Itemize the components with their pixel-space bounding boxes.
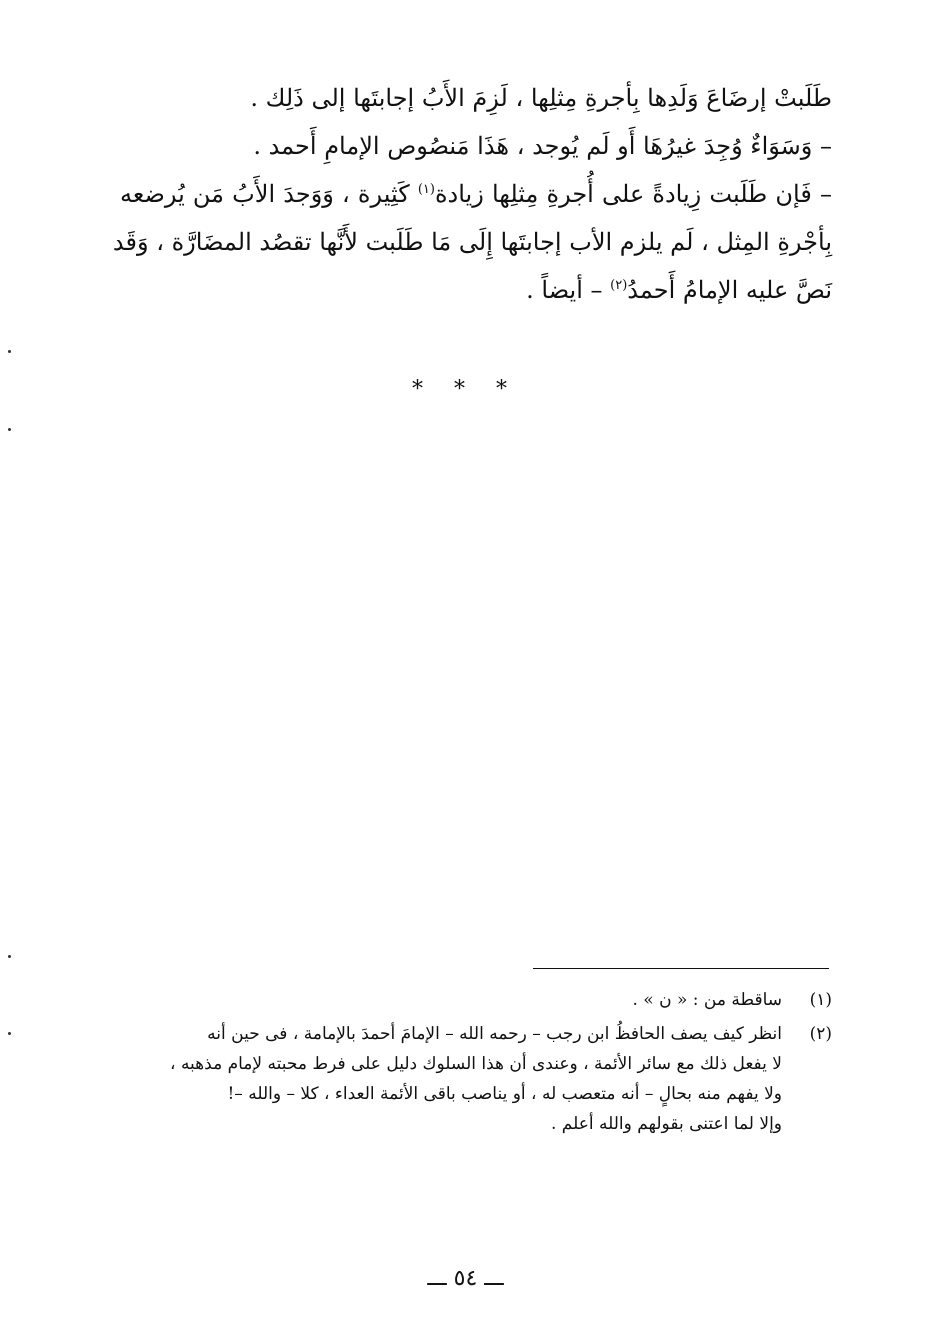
footnote-number: (٢): [809, 1024, 832, 1044]
footnote-body: [120, 985, 782, 1015]
footnote-reference-2: (٢): [610, 278, 628, 293]
footnote-number: (١): [809, 990, 832, 1010]
footnote-divider: [533, 968, 829, 969]
main-text-line-3-part-a: – فَإن طَلَبت زِيادةً على أُجرةِ مِثلِها زيادة: [434, 180, 832, 208]
main-text-line-1: طَلَبتْ إرضَاعَ وَلَدِها بِأجرةِ مِثلِها ، لَزِمَ الأَبُ إجابتَها إلى ذَلِك .: [250, 84, 832, 112]
main-text-line-2: – وَسَوَاءٌ وُجِدَ غيرُهَا أَو لَم يُوجد ، هَذَا مَنصُوص الإمامِ أَحمد .: [253, 132, 832, 160]
main-text-line-3: [120, 170, 832, 218]
footnote-body: [120, 1019, 782, 1139]
main-text-line-3-part-b: كَثِيرة ، وَوَجدَ الأَبُ مَن يُرضعه: [120, 180, 410, 208]
main-text-line-5: [120, 266, 832, 314]
footnote-line: وإلا لما اعتنى بقولهم والله أعلم .: [550, 1114, 782, 1134]
page-number: ـــ ٥٤ ـــ: [427, 1266, 504, 1291]
footnote-line: لا يفعل ذلك مع سائر الأئمة ، وعندى أن هذا السلوك دليل على فرط محبته لإمام مذهبه ،: [170, 1054, 782, 1074]
scan-speck: [8, 955, 11, 958]
main-text-line-5-part-b: – أيضاً .: [526, 276, 603, 304]
footnote-2: [120, 1019, 832, 1139]
footnote-line: ساقطة من : « ن » .: [632, 990, 782, 1010]
scan-speck: [8, 350, 11, 353]
main-text-line-5-part-a: نَصَّ عليه الإمامُ أَحمدُ: [627, 276, 832, 304]
scan-speck: [8, 1032, 11, 1035]
footnote-reference-1: (١): [417, 182, 435, 197]
main-text-line-4: بِأجْرةِ المِثل ، لَم يلزم الأب إجابتَها إِلَى مَا طَلَبت لأَنَّها تقصُد المضَارَّة ، وَقَد: [112, 228, 832, 256]
section-separator: * * *: [412, 377, 519, 402]
footnote-1: [120, 985, 832, 1015]
footnotes-block: [120, 985, 832, 1143]
main-text-block: [112, 74, 832, 314]
scan-speck: [8, 428, 11, 431]
footnote-line: ولا يفهم منه بحالٍ – أنه متعصب له ، أو يناصب باقى الأئمة العداء ، كلا – والله –!: [227, 1084, 782, 1104]
footnote-line: انظر كيف يصف الحافظُ ابن رجب – رحمه الله – الإمامَ أحمدَ بالإمامة ، فى حين أنه: [207, 1024, 782, 1044]
